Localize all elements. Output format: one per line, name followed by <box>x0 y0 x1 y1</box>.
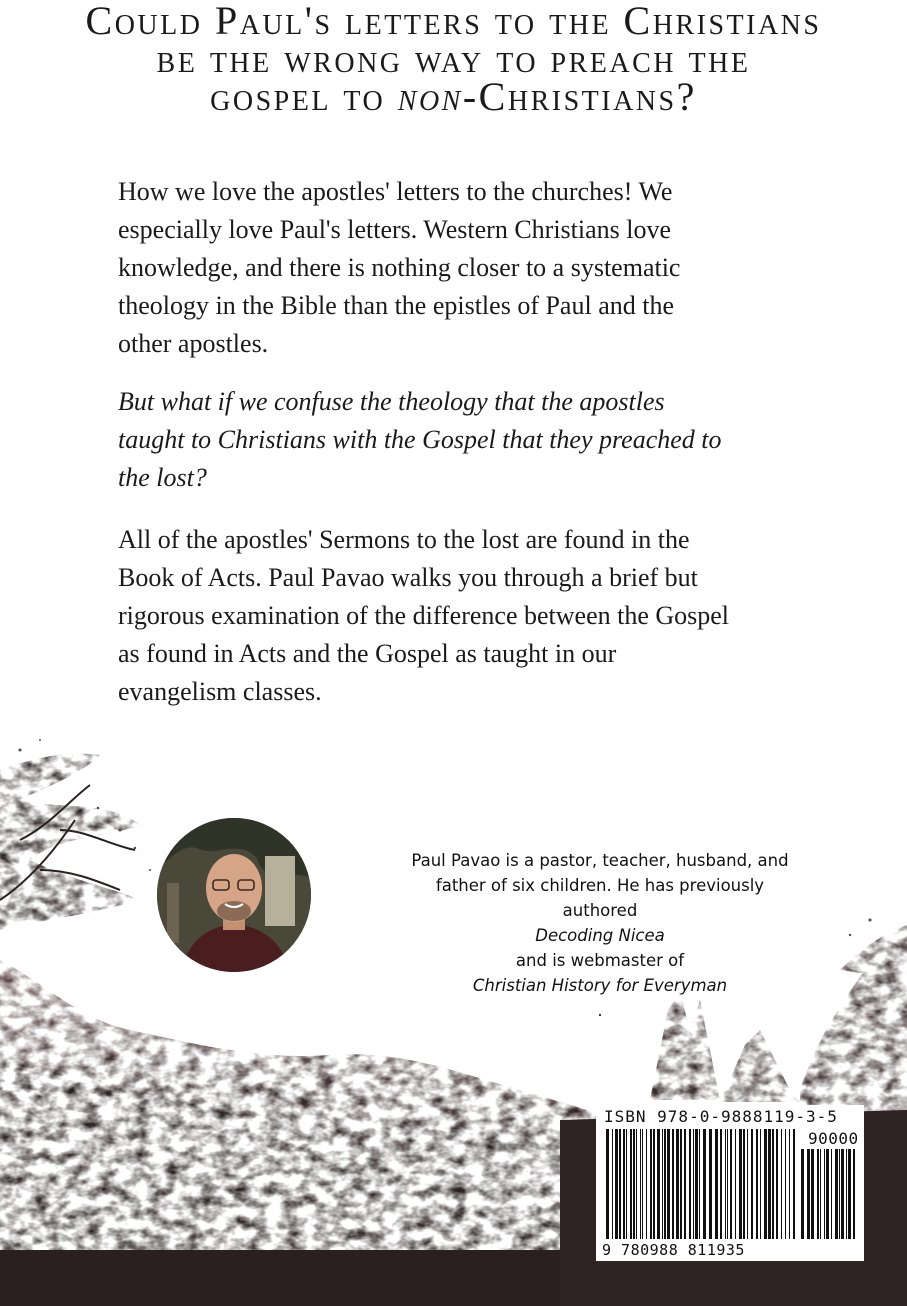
book-title-decoding-nicea: Decoding Nicea <box>535 926 665 945</box>
barcode-bar <box>764 1129 767 1239</box>
bio-line-3: authored Decoding Nicea and is webmaster of <box>515 901 685 970</box>
barcode-bar <box>789 1129 790 1239</box>
barcode-bar <box>739 1129 742 1239</box>
barcode-bar <box>807 1149 810 1239</box>
barcode-bar <box>623 1129 625 1239</box>
barcode-bar <box>676 1129 679 1239</box>
barcode-bar <box>841 1149 844 1239</box>
barcode-bar <box>820 1149 821 1239</box>
barcode-bar <box>831 1149 832 1239</box>
author-bio <box>330 848 870 1023</box>
bio-line-2: father of six children. He has previously <box>435 876 765 895</box>
barcode-bar <box>720 1129 722 1239</box>
barcode-bar <box>709 1129 712 1239</box>
barcode-bar <box>667 1129 670 1239</box>
photo-beard <box>217 901 251 921</box>
headline-line-2: be the wrong way to preach the <box>156 36 751 81</box>
blurb-line: taught to Christians with the Gospel that they preached to <box>118 425 722 454</box>
website-title: Christian History for Everyman <box>472 976 728 995</box>
barcode-bar <box>633 1129 635 1239</box>
barcode-bar <box>703 1129 706 1239</box>
barcode-bar <box>747 1129 748 1239</box>
barcode-bar <box>646 1129 647 1239</box>
blurb-line: rigorous examination of the difference between the Gospel <box>118 601 730 630</box>
barcode-bar <box>835 1149 838 1239</box>
barcode-bar <box>751 1129 753 1239</box>
barcode-bar <box>689 1129 691 1239</box>
price-code: 90000 <box>808 1129 859 1148</box>
blurb-paragraph-2 <box>118 383 818 497</box>
blurb-line: as found in Acts and the Gospel as taught in our <box>118 639 617 668</box>
blurb-line: other apostles. <box>118 329 269 358</box>
barcode-bar <box>727 1129 728 1239</box>
barcode-bar <box>756 1129 758 1239</box>
photo-door-light <box>265 856 295 926</box>
barcode-bar <box>811 1149 814 1239</box>
bio-line-1: Paul Pavao is a pastor, teacher, husband, and <box>411 851 789 870</box>
barcode-bar <box>785 1129 786 1239</box>
barcode-bar <box>793 1129 795 1239</box>
isbn-label: ISBN 978-0-9888119-3-5 <box>604 1107 838 1126</box>
barcode-bar <box>768 1129 771 1239</box>
headline-line-3: gospel to non-Christians? <box>210 74 697 119</box>
barcode-bar <box>626 1129 627 1239</box>
blurb-line: But what if we confuse the theology that the apostles <box>118 387 665 416</box>
author-photo <box>157 818 311 972</box>
barcode-bar <box>606 1129 609 1239</box>
blurb-line: especially love Paul's letters. Western Christians love <box>118 215 672 244</box>
barcode-bar <box>680 1129 682 1239</box>
barcode-bar <box>653 1129 655 1239</box>
blurb-line: Book of Acts. Paul Pavao walks you through a brief but <box>118 563 698 592</box>
blurb-line: knowledge, and there is nothing closer to a systematic <box>118 253 681 282</box>
barcode-bar <box>630 1129 632 1239</box>
barcode-bar <box>640 1129 641 1239</box>
left-tree-shape <box>0 754 140 930</box>
barcode-bar <box>817 1149 819 1239</box>
barcode-bar <box>725 1129 726 1239</box>
barcode-number: 9 780988 811935 <box>602 1241 745 1259</box>
barcode-bar <box>672 1129 674 1239</box>
barcode-bar <box>776 1129 778 1239</box>
blurb-line: the lost? <box>118 463 207 492</box>
barcode-bar <box>612 1129 613 1239</box>
photo-post <box>167 883 179 943</box>
barcode-bar <box>848 1149 851 1239</box>
headline-line-1: Could Paul's letters to the Christians <box>85 0 822 43</box>
blurb-line: All of the apostles' Sermons to the lost are found in the <box>118 525 690 554</box>
barcode-bar <box>839 1149 840 1239</box>
barcode-bar <box>743 1129 745 1239</box>
barcode-bar <box>695 1129 698 1239</box>
barcode-bar <box>664 1129 666 1239</box>
blurb-line: theology in the Bible than the epistles of Paul and the <box>118 291 675 320</box>
blurb-line: How we love the apostles' letters to the churches! We <box>118 177 673 206</box>
barcode-bar <box>699 1129 700 1239</box>
barcode-bar <box>853 1149 855 1239</box>
barcode-bar <box>650 1129 652 1239</box>
barcode-bar <box>735 1129 736 1239</box>
barcode-bar <box>846 1149 847 1239</box>
cover-headline <box>0 0 907 119</box>
barcode-bar <box>730 1129 732 1239</box>
barcode-bar <box>781 1129 782 1239</box>
barcode-bar <box>684 1129 686 1239</box>
blurb-paragraph-3 <box>118 521 818 711</box>
barcode-bar <box>715 1129 718 1239</box>
barcode-bar <box>636 1129 637 1239</box>
barcode-bar <box>824 1149 825 1239</box>
barcode-bar <box>657 1129 660 1239</box>
blurb-paragraph-1 <box>118 173 818 363</box>
barcode-bar <box>826 1149 829 1239</box>
barcode-bar <box>693 1129 694 1239</box>
blurb-line: evangelism classes. <box>118 677 322 706</box>
barcode-bar <box>772 1129 774 1239</box>
barcode-bar <box>760 1129 761 1239</box>
barcode-bar <box>619 1129 621 1239</box>
barcode-bar <box>615 1129 618 1239</box>
isbn-barcode-box <box>596 1105 864 1261</box>
barcode-bar <box>801 1149 804 1239</box>
barcode-bar <box>642 1129 643 1239</box>
barcode-bar <box>662 1129 663 1239</box>
bio-line-4: Christian History for Everyman . <box>472 976 728 1020</box>
